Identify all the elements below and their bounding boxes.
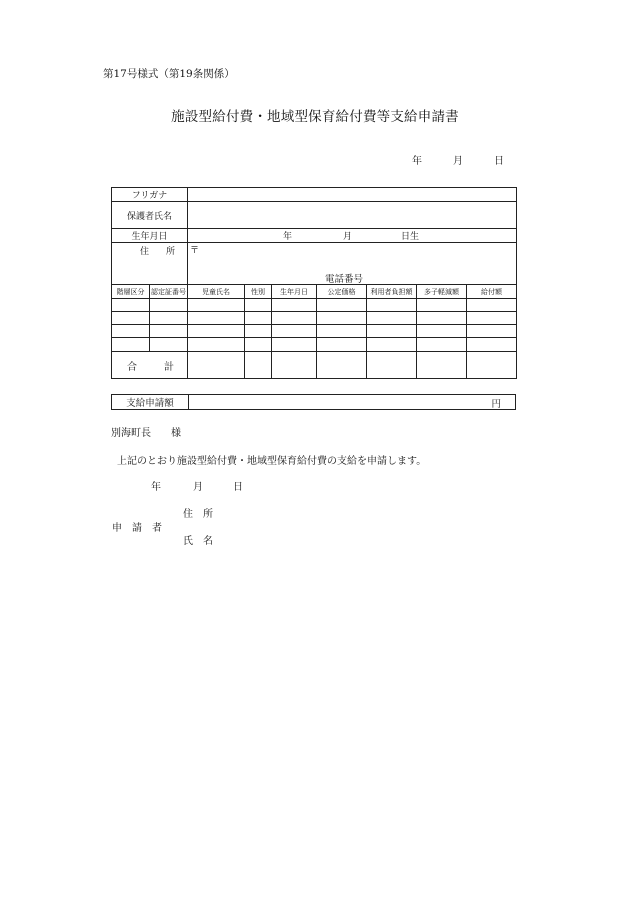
address-label-part-1: 住	[140, 247, 150, 257]
col-certificate-no: 認定証番号	[150, 285, 188, 299]
cell[interactable]	[150, 312, 188, 325]
request-amount-box	[111, 394, 516, 410]
postal-mark: 〒	[190, 246, 200, 256]
cell[interactable]	[188, 325, 245, 338]
col-official-price: 公定価格	[317, 285, 367, 299]
birth-day-label: 日生	[401, 232, 420, 242]
cell[interactable]	[188, 352, 245, 379]
cell[interactable]	[272, 299, 317, 312]
cell[interactable]	[272, 325, 317, 338]
table-row	[112, 338, 517, 352]
address-field[interactable]	[188, 243, 517, 285]
col-birthdate: 生年月日	[272, 285, 317, 299]
cell[interactable]	[317, 312, 367, 325]
cell[interactable]	[272, 352, 317, 379]
cell[interactable]	[467, 299, 517, 312]
cell[interactable]	[417, 338, 467, 352]
cell[interactable]	[188, 299, 245, 312]
cell[interactable]	[367, 299, 417, 312]
column-header-row	[112, 285, 517, 299]
cell[interactable]	[112, 312, 150, 325]
request-amount-field[interactable]	[189, 395, 515, 409]
address-label	[112, 243, 188, 285]
cell[interactable]	[188, 312, 245, 325]
col-child-name: 児童氏名	[188, 285, 245, 299]
cell[interactable]	[112, 338, 150, 352]
cell[interactable]	[150, 325, 188, 338]
cell[interactable]	[317, 338, 367, 352]
furigana-label: フリガナ	[112, 188, 188, 202]
col-sex: 性別	[245, 285, 272, 299]
cell[interactable]	[367, 325, 417, 338]
cell[interactable]	[150, 299, 188, 312]
cell[interactable]	[467, 352, 517, 379]
cell[interactable]	[417, 325, 467, 338]
applicant-label: 申 請 者	[112, 523, 162, 534]
addressee: 別海町長 様	[111, 428, 181, 439]
cell[interactable]	[367, 312, 417, 325]
form-number: 第17号様式（第19条関係）	[103, 68, 235, 80]
cell[interactable]	[467, 325, 517, 338]
cell[interactable]	[367, 352, 417, 379]
cell[interactable]	[317, 299, 367, 312]
header-month: 月	[453, 156, 463, 167]
birth-month-label: 月	[343, 232, 353, 242]
phone-label: 電話番号	[325, 274, 364, 285]
table-row	[112, 299, 517, 312]
cell[interactable]	[188, 338, 245, 352]
birth-label: 生年月日	[112, 229, 188, 243]
cell[interactable]	[417, 299, 467, 312]
application-statement: 上記のとおり施設型給付費・地域型保育給付費の支給を申請します。	[117, 456, 427, 467]
applicant-day: 日	[233, 482, 243, 493]
cell[interactable]	[272, 312, 317, 325]
cell[interactable]	[467, 338, 517, 352]
cell[interactable]	[150, 338, 188, 352]
col-multichild-reduction: 多子軽減額	[417, 285, 467, 299]
cell[interactable]	[245, 352, 272, 379]
request-amount-label: 支給申請額	[112, 395, 189, 409]
furigana-field[interactable]	[188, 188, 517, 202]
birth-year-label: 年	[283, 232, 293, 242]
cell[interactable]	[112, 325, 150, 338]
cell[interactable]	[245, 325, 272, 338]
cell[interactable]	[417, 352, 467, 379]
cell[interactable]	[245, 312, 272, 325]
applicant-year: 年	[151, 482, 161, 493]
cell[interactable]	[272, 338, 317, 352]
cell[interactable]	[112, 299, 150, 312]
applicant-name-label: 氏 名	[183, 536, 213, 547]
cell[interactable]	[245, 338, 272, 352]
col-bracket: 階層区分	[112, 285, 150, 299]
cell[interactable]	[317, 352, 367, 379]
birth-field[interactable]	[188, 229, 517, 243]
table-row	[112, 325, 517, 338]
col-user-burden: 利用者負担額	[367, 285, 417, 299]
page-title: 施設型給付費・地域型保育給付費等支給申請書	[171, 109, 459, 125]
total-row	[112, 352, 517, 379]
guardian-name-field[interactable]	[188, 202, 517, 229]
cell[interactable]	[417, 312, 467, 325]
header-year: 年	[412, 156, 422, 167]
header-day: 日	[494, 156, 504, 167]
table-row	[112, 312, 517, 325]
cell[interactable]	[467, 312, 517, 325]
cell[interactable]	[367, 338, 417, 352]
cell[interactable]	[245, 299, 272, 312]
total-label	[112, 352, 188, 379]
cell[interactable]	[317, 325, 367, 338]
total-label-part-2: 計	[164, 361, 174, 373]
guardian-name-label: 保護者氏名	[112, 202, 188, 229]
application-table	[111, 187, 517, 379]
address-label-part-2: 所	[165, 247, 175, 257]
applicant-address-label: 住 所	[183, 509, 213, 520]
col-benefit: 給付額	[467, 285, 517, 299]
yen-label: 円	[491, 399, 501, 410]
applicant-month: 月	[193, 482, 203, 493]
total-label-part-1: 合	[127, 361, 137, 373]
